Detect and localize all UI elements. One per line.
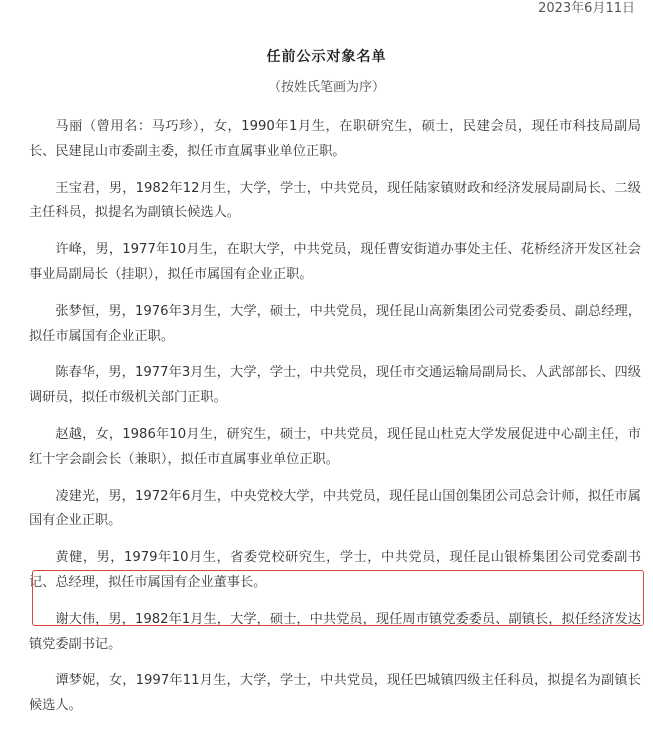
candidate-entry-chen-chunhua: 陈春华，男，1977年3月生，大学，学士，中共党员，现任市交通运输局副局长、人武部部长、四级调研员，拟任市级机关部门正职。	[29, 365, 641, 406]
document-title: 任前公示对象名单	[266, 49, 387, 65]
candidate-entry-tan-mengni: 谭梦妮，女，1997年11月生，大学，学士，中共党员，现任巴城镇四级主任科员，拟提名为副镇长候选人。	[29, 673, 641, 714]
document-subtitle: （按姓氏笔画为序）	[267, 80, 385, 95]
candidate-entry-ling-jianguang: 凌建光，男，1972年6月生，中央党校大学，中共党员，现任昆山国创集团公司总会计师，拟任市属国有企业正职。	[29, 488, 641, 529]
candidate-list	[29, 115, 641, 731]
candidate-entry-wang-baojun: 王宝君，男，1982年12月生，大学，学士，中共党员，现任陆家镇财政和经济发展局副局长、二级主任科员，拟提名为副镇长候选人。	[29, 180, 641, 221]
candidate-entry-xie-dawei: 谢大伟，男，1982年1月生，大学，硕士，中共党员，现任周市镇党委委员、副镇长，拟任经济发达镇党委副书记。	[29, 611, 641, 652]
candidate-entry-xu-feng: 许峰，男，1977年10月生，在职大学，中共党员，现任曹安街道办事处主任、花桥经济开发区社会事业局副局长（挂职），拟任市属国有企业正职。	[29, 242, 641, 282]
candidate-entry-huang-jian: 黄健，男，1979年10月生，省委党校研究生，学士，中共党员，现任昆山银桥集团公司党委副书记、总经理，拟任市属国有企业董事长。	[29, 550, 641, 590]
candidate-entry-zhao-yue: 赵越，女，1986年10月生，研究生，硕士，中共党员，现任昆山杜克大学发展促进中心副主任，市红十字会副会长（兼职），拟任市直属事业单位正职。	[29, 426, 641, 467]
publish-date: 2023年6月11日	[538, 1, 635, 16]
candidate-entry-ma-li: 马丽（曾用名：马巧珍），女，1990年1月生，在职研究生，硕士，民建会员，现任市科技局副局长、民建昆山市委副主委，拟任市直属事业单位正职。	[29, 119, 641, 159]
candidate-entry-zhang-mengheng: 张梦恒，男，1976年3月生，大学，硕士，中共党员，现任昆山高新集团公司党委委员、副总经理，拟任市属国有企业正职。	[29, 303, 641, 344]
